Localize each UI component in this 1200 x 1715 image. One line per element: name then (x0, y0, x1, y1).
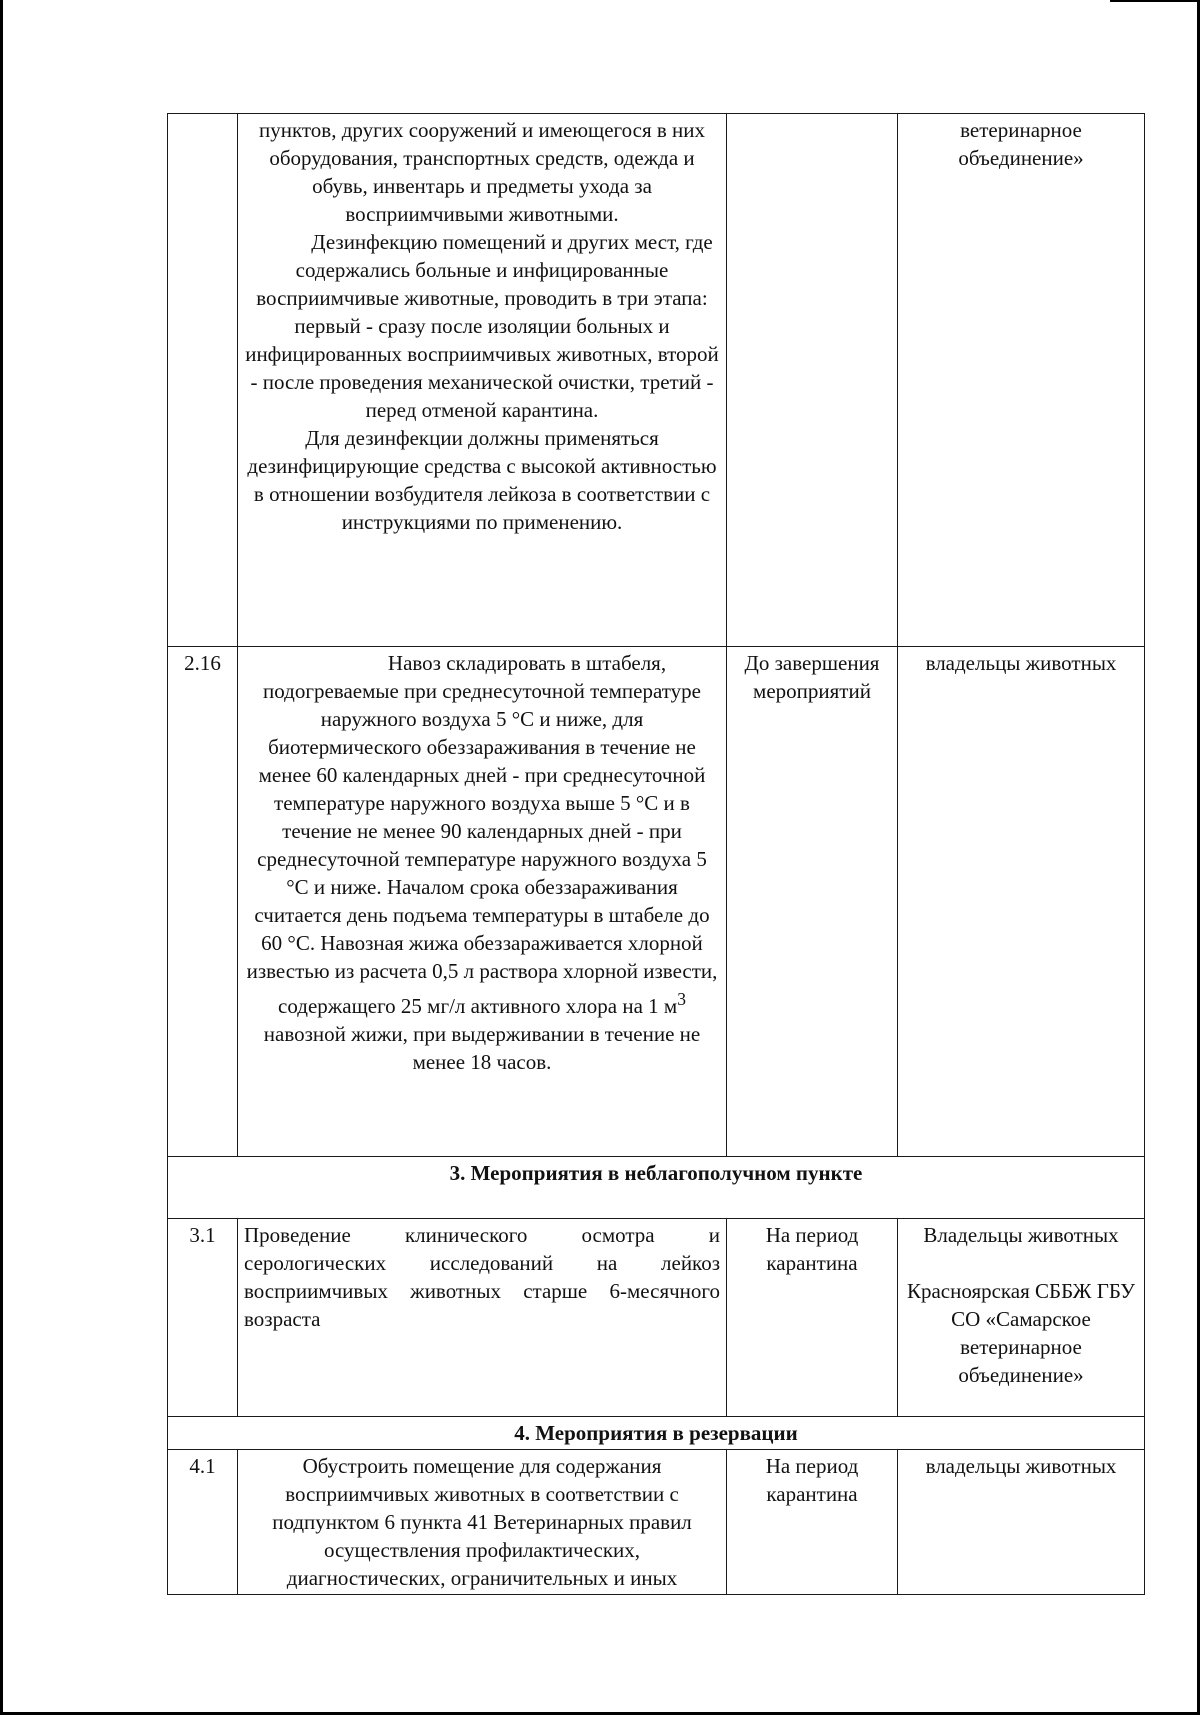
term-cell: На период карантина (727, 1219, 898, 1417)
responsible-cell: владельцы животных (898, 647, 1145, 1157)
responsible-cell: ветеринарное объединение» (898, 114, 1145, 647)
row-number (168, 114, 238, 647)
table-row-2-16 (168, 647, 1145, 1157)
spacer (904, 1249, 1138, 1277)
measure-paragraph: пунктов, других сооружений и имеющегося в них оборудования, транспортных средств, одежда и обувь, инвентарь и предметы ухода за восприимчивыми животными. (258, 118, 705, 226)
table-row-4-1 (168, 1450, 1145, 1595)
measure-paragraph: Для дезинфекции должны применяться дезинфицирующие средства с высокой активностью в отношении возбудителя лейкоза в соответствии с инструкциями по применению. (247, 426, 717, 534)
measure-text (238, 114, 727, 647)
responsible-vet-service: Красноярская СББЖ ГБУ СО «Самарское ветеринарное объединение» (906, 1279, 1136, 1387)
measure-text (238, 647, 727, 1157)
table-row-3-1 (168, 1219, 1145, 1417)
term-cell (727, 114, 898, 647)
responsible-cell (898, 1219, 1145, 1417)
measure-paragraph: Дезинфекцию помещений и других мест, где содержались больные и инфицированные восприимчивые животные, проводить в три этапа: первый - сразу после изоляции больных и инфицированных восприимчивых животных, второй - после проведения механической очистки, третий - перед отменой карантина. (245, 230, 719, 422)
measure-text-part: Навоз складировать в штабеля, подогреваемые при среднесуточной температуре наружного воздуха 5 °С и ниже, для биотермического обеззараживания в течение не менее 60 календарных дней - при среднесуточной температуре наружного воздуха выше 5 °С и в течение не менее 90 календарных дней - при среднесуточной температуре наружного воздуха 5 °С и ниже. Началом срока обеззараживания считается день подъема температуры в штабеле до 60 °С. Навозная жижа обеззараживается хлорной известью из расчета 0,5 л раствора хлорной извести, содержащего 25 мг/л активного хлора на 1 м (246, 651, 718, 1018)
responsible-cell: владельцы животных (898, 1450, 1145, 1595)
table-row-continued (168, 114, 1145, 647)
measure-paragraph (244, 649, 720, 1076)
section-row (168, 1157, 1145, 1219)
measure-text: Обустроить помещение для содержания восприимчивых животных в соответствии с подпунктом 6 пункта 41 Ветеринарных правил осуществления профилактических, диагностических, ограничительных и иных (238, 1450, 727, 1595)
measures-table (167, 113, 1145, 1595)
section-row (168, 1417, 1145, 1450)
measure-text-part: навозной жижи, при выдерживании в течение не менее 18 часов. (263, 1022, 701, 1074)
cubic-superscript: 3 (677, 989, 686, 1009)
term-cell: На период карантина (727, 1450, 898, 1595)
scan-edge-left (0, 0, 3, 1715)
row-number: 2.16 (168, 647, 238, 1157)
responsible-owners: Владельцы животных (923, 1223, 1119, 1247)
term-cell: До завершения мероприятий (727, 647, 898, 1157)
measure-text: Проведение клинического осмотра и серологических исследований на лейкоз восприимчивых животных старше 6-месячного возраста (238, 1219, 727, 1417)
section-heading: 3. Мероприятия в неблагополучном пункте (168, 1157, 1145, 1219)
section-heading: 4. Мероприятия в резервации (168, 1417, 1145, 1450)
row-number: 3.1 (168, 1219, 238, 1417)
row-number: 4.1 (168, 1450, 238, 1595)
scan-edge-top (1110, 0, 1200, 2)
